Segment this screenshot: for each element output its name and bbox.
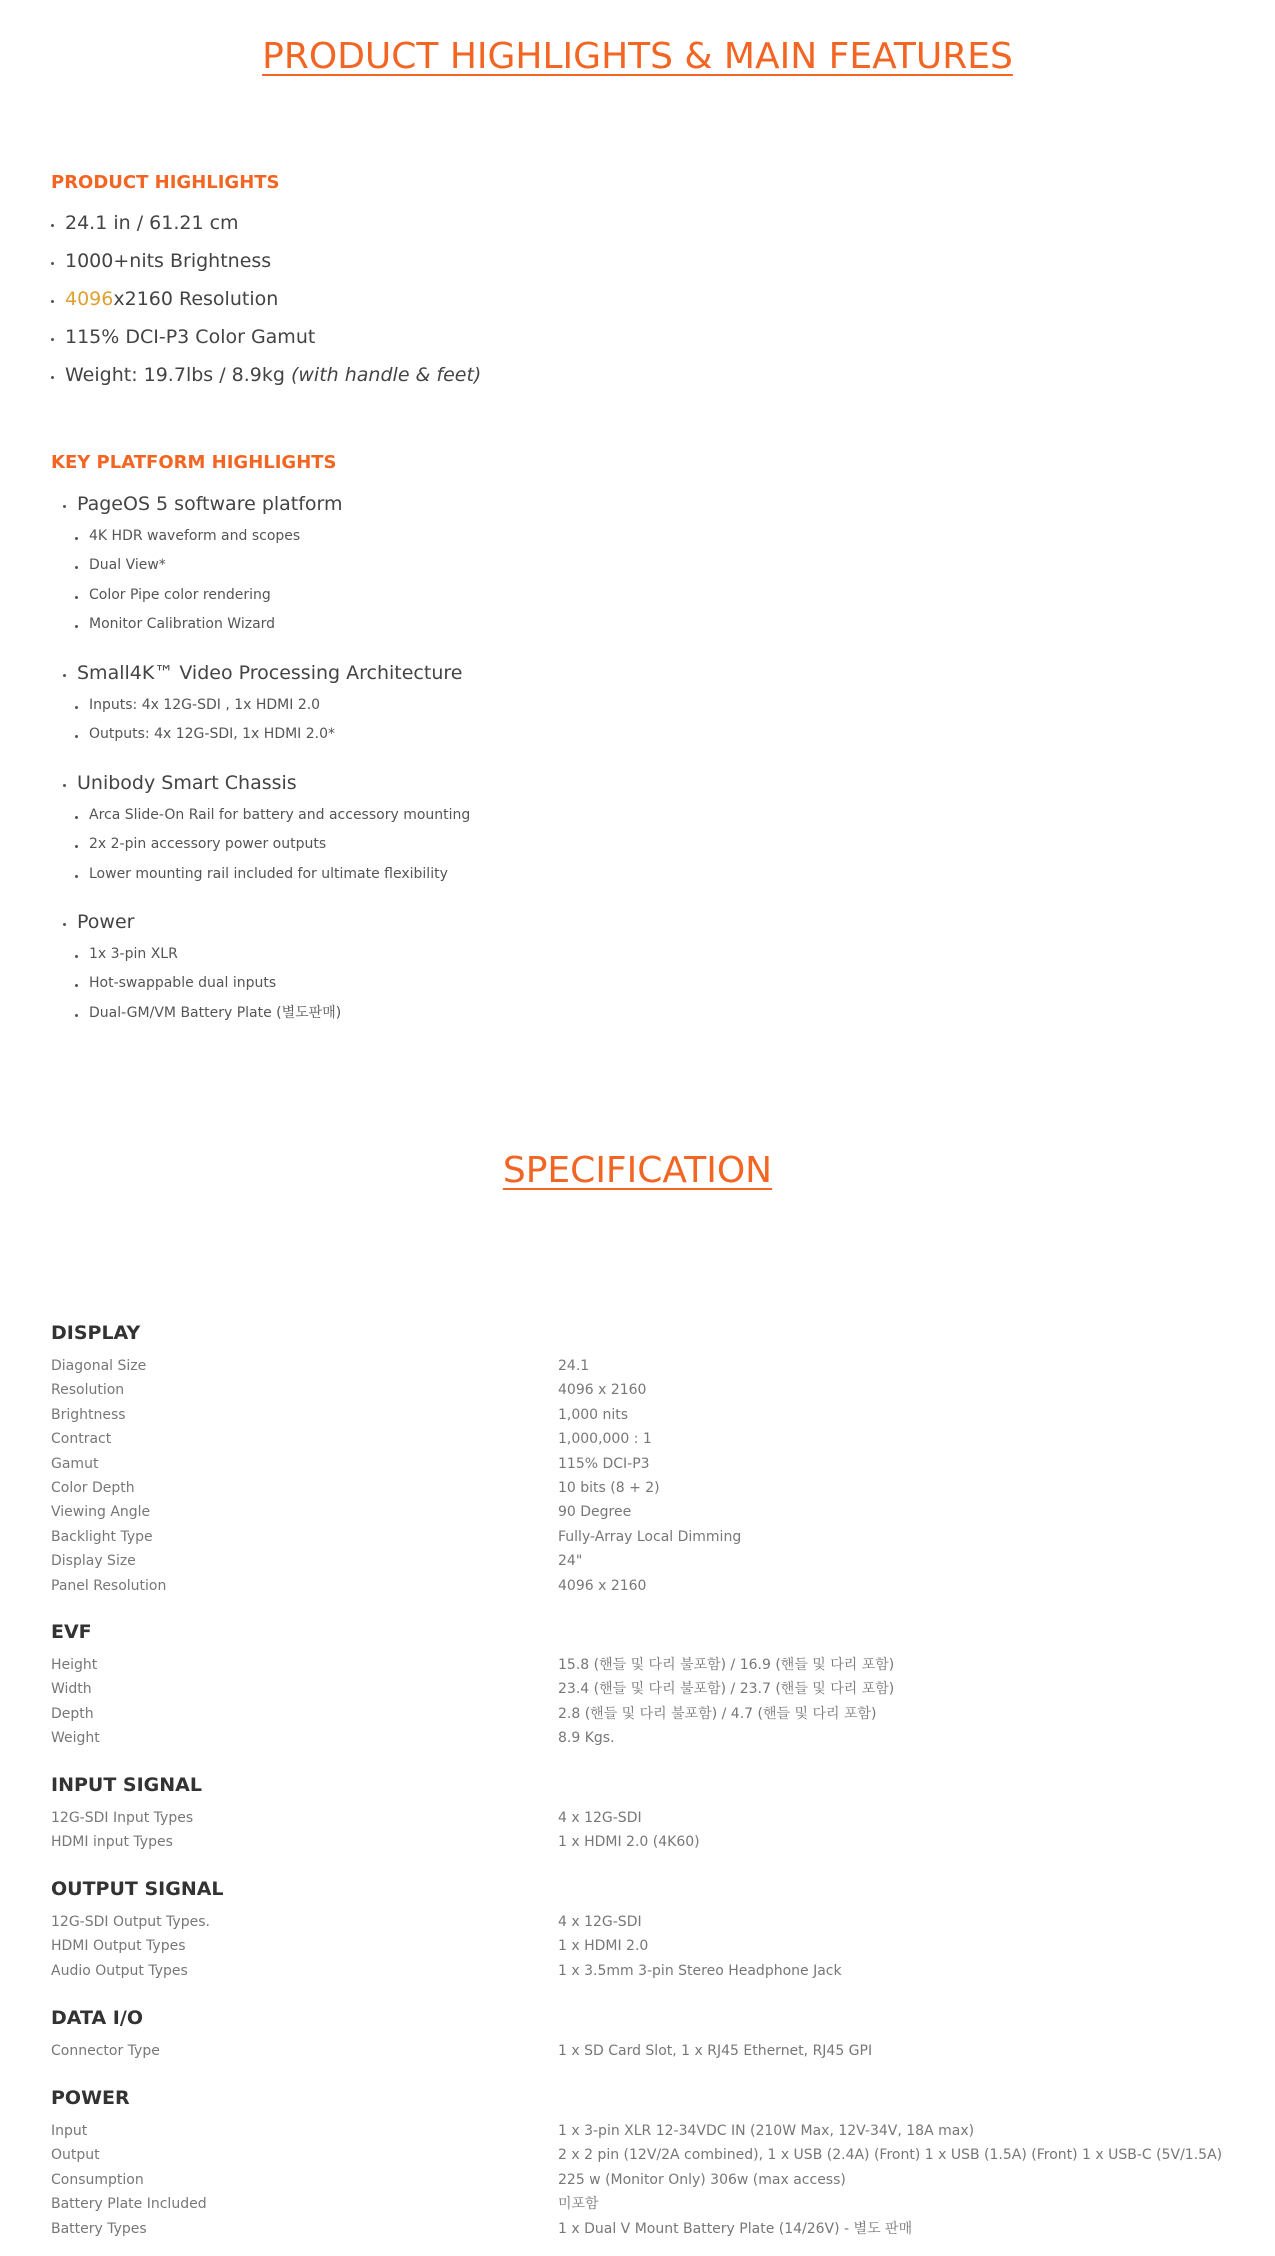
spec-key: Width [51,1681,92,1698]
spec-value: 225 w (Monitor Only) 306w (max access) [558,2171,846,2188]
spec-value: 1 x 3-pin XLR 12-34VDC IN (210W Max, 12V-34V, 18A max) [558,2123,975,2139]
spec-heading: DISPLAY [51,1322,141,1344]
spec-key: Input [51,2123,88,2139]
spec-row [51,1653,1251,1677]
spec-row [51,1500,1251,1524]
spec-key: Resolution [51,1382,125,1399]
spec-row [51,1934,1251,1958]
spec-key: Depth [51,1705,94,1722]
features-title: PRODUCT HIGHLIGHTS & MAIN FEATURES [262,36,1013,77]
spec-key: Battery Types [51,2220,147,2237]
spec-input [51,1770,1251,1855]
spec-value: 8.9 Kgs. [558,1730,615,1747]
spec-value: 23.4 (핸들 및 다리 불포함) / 23.7 (핸들 및 다리 포함) [558,1681,895,1698]
highlight-resolution [51,280,481,318]
list-item: 1x 3-pin XLR [63,940,341,969]
spec-key: 12G-SDI Input Types [51,1810,194,1826]
weight-text: Weight: 19.7lbs / 8.9kg [65,364,291,386]
spec-key: Viewing Angle [51,1504,151,1521]
spec-key: 12G-SDI Output Types. [51,1914,210,1930]
spec-data-io [51,2003,1251,2063]
spec-key: Consumption [51,2171,144,2188]
list-item: Monitor Calibration Wizard [63,610,343,639]
spec-value: 1,000 nits [558,1406,629,1423]
spec-key: HDMI input Types [51,1834,173,1851]
weight-note: (with handle & feet) [290,364,482,386]
spec-row [51,1726,1251,1750]
list-item: 2x 2-pin accessory power outputs [63,830,470,859]
platform-group-small4k [63,655,462,750]
spec-key: Display Size [51,1553,136,1570]
specification-title: SPECIFICATION [502,1150,773,1191]
spec-evf [51,1617,1251,1751]
list-item: Color Pipe color rendering [63,581,343,610]
spec-key: Audio Output Types [51,1962,188,1979]
spec-value: 2 x 2 pin (12V/2A combined), 1 x USB (2.4A) (Front) 1 x USB (1.5A) (Front) 1 x USB-C (5V/1.5A) [558,2147,1223,2164]
spec-key: Brightness [51,1406,126,1423]
product-highlights-list [51,204,481,394]
spec-row [51,2217,1251,2241]
group-title: Power [63,904,341,940]
spec-row [51,1806,1251,1830]
spec-row [51,1677,1251,1701]
spec-value: 15.8 (핸들 및 다리 불포함) / 16.9 (핸들 및 다리 포함) [558,1657,895,1673]
spec-display [51,1318,1251,1598]
spec-row [51,1549,1251,1573]
list-item: Hot-swappable dual inputs [63,969,341,998]
spec-row [51,1702,1251,1726]
spec-heading: OUTPUT SIGNAL [51,1878,224,1900]
spec-row [51,1910,1251,1934]
spec-key: Panel Resolution [51,1577,167,1594]
spec-value: 24.1 [558,1358,590,1374]
spec-value: 24" [558,1553,583,1570]
spec-heading: DATA I/O [51,2007,143,2029]
spec-value: 1 x 3.5mm 3-pin Stereo Headphone Jack [558,1962,842,1979]
spec-row [51,1476,1251,1500]
spec-value: 1 x HDMI 2.0 [558,1938,649,1955]
spec-value: 90 Degree [558,1504,632,1521]
highlight-brightness: 1000+nits Brightness [51,242,481,280]
spec-row [51,2168,1251,2192]
spec-value: 1 x SD Card Slot, 1 x RJ45 Ethernet, RJ45 GPI [558,2043,873,2059]
spec-value: 1 x Dual V Mount Battery Plate (14/26V) - 별도 판매 [558,2220,913,2237]
list-item: Lower mounting rail included for ultimate flexibility [63,860,470,889]
spec-value: 1 x HDMI 2.0 (4K60) [558,1834,700,1851]
spec-value: 4096 x 2160 [558,1382,647,1399]
spec-row [51,1403,1251,1427]
spec-value: 10 bits (8 + 2) [558,1479,660,1496]
spec-power [51,2083,1251,2241]
resolution-rest: x2160 Resolution [113,288,279,310]
group-title: PageOS 5 software platform [63,486,343,522]
spec-key: Gamut [51,1455,99,1472]
platform-group-chassis [63,765,470,889]
spec-row [51,1959,1251,1983]
product-highlights-heading: PRODUCT HIGHLIGHTS [51,172,280,193]
spec-row [51,1427,1251,1451]
spec-key: HDMI Output Types [51,1938,186,1955]
spec-row [51,1830,1251,1854]
spec-row [51,2192,1251,2216]
spec-value: 4 x 12G-SDI [558,1914,642,1930]
spec-heading: POWER [51,2087,130,2109]
platform-group-power [63,904,341,1028]
platform-group-pageos [63,486,343,639]
spec-row [51,1525,1251,1549]
spec-row [51,2039,1251,2063]
highlight-gamut: 115% DCI-P3 Color Gamut [51,318,481,356]
spec-row [51,1574,1251,1598]
list-item: Inputs: 4x 12G-SDI , 1x HDMI 2.0 [63,691,462,720]
spec-value: 미포함 [558,2196,599,2213]
spec-key: Battery Plate Included [51,2196,207,2213]
list-item: 4K HDR waveform and scopes [63,522,343,551]
spec-key: Weight [51,1730,100,1747]
spec-key: Backlight Type [51,1528,153,1545]
list-item: Arca Slide-On Rail for battery and accessory mounting [63,801,470,830]
spec-row [51,1452,1251,1476]
spec-output [51,1874,1251,1983]
spec-value: 4 x 12G-SDI [558,1810,642,1826]
spec-heading: EVF [51,1621,92,1643]
spec-heading: INPUT SIGNAL [51,1774,202,1796]
spec-key: Contract [51,1431,112,1448]
spec-value: Fully-Array Local Dimming [558,1528,742,1545]
spec-key: Connector Type [51,2043,160,2059]
spec-row [51,2143,1251,2167]
highlight-weight [51,356,481,394]
group-title: Small4K™ Video Processing Architecture [63,655,462,691]
spec-row [51,1354,1251,1378]
spec-key: Diagonal Size [51,1358,147,1374]
spec-key: Color Depth [51,1479,135,1496]
key-platform-heading: KEY PLATFORM HIGHLIGHTS [51,452,337,473]
spec-value: 4096 x 2160 [558,1577,647,1594]
spec-value: 115% DCI-P3 [558,1455,650,1472]
list-item: Dual-GM/VM Battery Plate (별도판매) [63,999,341,1028]
highlight-size: 24.1 in / 61.21 cm [51,204,481,242]
list-item: Dual View* [63,551,343,580]
spec-key: Output [51,2147,100,2164]
spec-row [51,2119,1251,2143]
resolution-accent: 4096 [65,288,114,310]
spec-value: 1,000,000 : 1 [558,1431,652,1448]
spec-key: Height [51,1657,98,1673]
list-item: Outputs: 4x 12G-SDI, 1x HDMI 2.0* [63,720,462,749]
spec-row [51,1378,1251,1402]
group-title: Unibody Smart Chassis [63,765,470,801]
spec-value: 2.8 (핸들 및 다리 불포함) / 4.7 (핸들 및 다리 포함) [558,1705,877,1722]
